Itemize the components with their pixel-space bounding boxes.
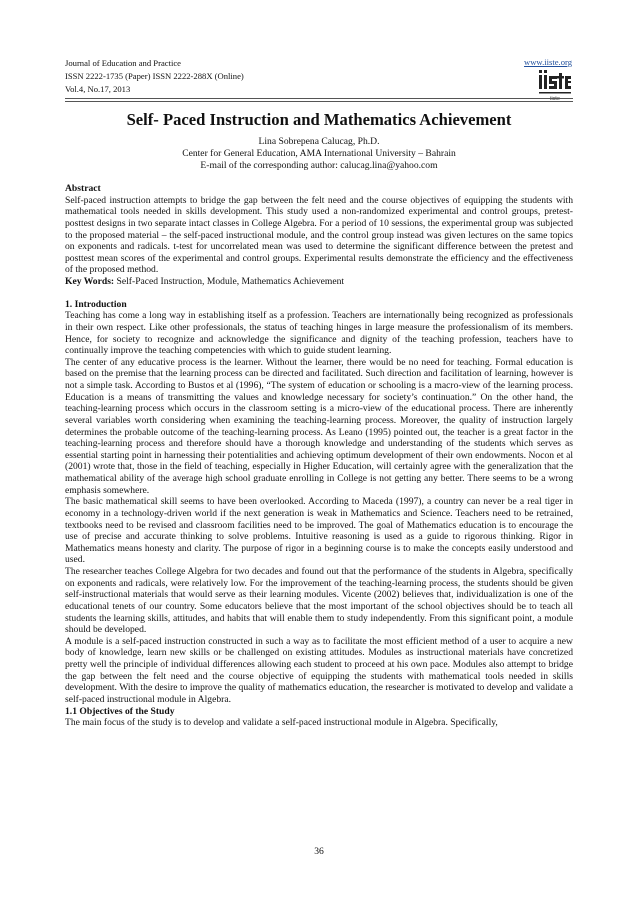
page-number: 36 [314,846,324,857]
volume-issue: Vol.4, No.17, 2013 [65,84,131,94]
iiste-logo-icon [536,68,572,102]
abstract-heading: Abstract [65,183,101,194]
paragraph: The main focus of the study is to develop and validate a self-paced instructional module in Algebra. Specifically, [65,717,498,729]
paragraph: The basic mathematical skill seems to have been overlooked. According to Maceda (1997), a country can never be a real tiger in economy in a technology-driven world if the next generation is weak in Mathematics and Science. Teachers need to be retrained, textbooks need to be revised and classroom facilities need to be improved. The goal of Mathematics education is to encourage the use of precise and accurate thinking to solve problems. Intuitive reasoning is used as a guide to rigorous thinking. Rigor in Mathematics means honesty and clarity. The purpose of rigor in a beginning course is to make the concepts easily understood and used. [65,496,573,566]
paragraph: The center of any educative process is the learner. Without the learner, there would be no need for teaching. Formal education is based on the premise that the learning process can be directed and facilitated. Such direction and facilitation of learning, however is not a simple task. According to Bustos et al (1996), “The system of education or schooling is a macro-view of the learning process. Education is a means of transmitting the values and knowledge necessary for society’s continuation.” On the other hand, the teaching-learning process which occurs in the classroom setting is a micro-view of the educational process. There are inherently several variables worth considering when examining the teaching-learning process. Moreover, the quality of instruction largely determines the probable outcome of the teaching-learning process. As Leano (1995) pointed out, the teacher is a great factor in the teaching-learning process and therefore should have a thorough knowledge and understanding of the students which serves as essential starting point in harnessing their potentialities and achieving optimum development of their own endowments. Nocon et al (2001) wrote that, those in the field of teaching, especially in Higher Education, will certainly agree with the generalization that the mathematical ability of the average high school graduate enrolling in College is not getting any better. There seems to be a wrong emphasis somewhere. [65,356,573,496]
section-1-heading: 1. Introduction [65,298,127,310]
keywords-line [65,276,573,288]
journal-website-link[interactable]: www.iiste.org [524,57,572,67]
abstract-text: Self-paced instruction attempts to bridge the gap between the felt need and the course objectives of equipping the students with mathematical tools needed in skills development. This study used a non-randomized experimental and control groups, pretest-posttest designs in two separate intact classes in College Algebra. For a period of 10 sessions, the experimental group was subjected to the proposed material – the self-paced instructional module, and the control group instead was given lectures on the same topics on exponents and radicals. t-test for uncorrelated mean was used to determine the significant difference between the pretest and posttest mean scores of the experimental and control groups. Experimental results demonstrate the efficiency and the effectiveness of the proposed method. [65,194,573,276]
paper-body [65,183,573,729]
keywords-text: Self-Paced Instruction, Module, Mathematics Achievement [114,276,345,287]
keywords-label: Key Words: [65,276,115,287]
journal-name: Journal of Education and Practice [65,58,181,68]
paper-title: Self- Paced Instruction and Mathematics Achievement [126,110,512,129]
issn: ISSN 2222-1735 (Paper) ISSN 2222-288X (Online) [65,71,244,81]
paragraph: A module is a self-paced instruction constructed in such a way as to facilitate the most efficient method of a user to acquire a new body of knowledge, learn new skills or be challenged on existing attitudes. Modules as instructional materials have concretized pretty well the principle of individual differences allowing each student to proceed at his own pace. Modules also attempt to bridge the gap between the felt need and the course objective of equipping the students with mathematical tools needed in skills development. With the desire to improve the quality of mathematics education, the researcher is motivated to develop and validate a self-paced instructional module in Algebra. [65,635,573,705]
header-rule-2 [65,101,573,102]
svg-text:iiste: iiste [550,96,560,102]
paragraph: The researcher teaches College Algebra for two decades and found out that the performance of the students in Algebra, specifically on exponents and radicals, were relatively low. For the improvement of the teaching-learning process, the students should be given self-instructional materials that would serve as their learning modules. Vicente (2002) believes that, individualization is one of the educational tenets of our country. Some educators believe that the most important of the school objectives should be to teach all students the learning skills, attitudes, and habits that will enable them to study independently. From this significant point, a module should be developed. [65,566,573,636]
author-email: E-mail of the corresponding author: calucag.lina@yahoo.com [200,160,438,171]
section-1-1-heading: 1.1 Objectives of the Study [65,705,175,717]
author-affiliation: Center for General Education, AMA International University – Bahrain [182,148,456,159]
header-rule [65,98,573,99]
author-name: Lina Sobrepena Calucag, Ph.D. [258,136,380,147]
paragraph: Teaching has come a long way in establishing itself as a profession. Teachers are internationally being recognized as professionals in their own respect. Like other professionals, the status of teaching hinges in large measure the professionalism of its members. Hence, for society to recognize and acknowledge the significance and dignity of the teaching profession, teachers have to continually improve the teaching competencies with which to guide student learning. [65,310,573,357]
